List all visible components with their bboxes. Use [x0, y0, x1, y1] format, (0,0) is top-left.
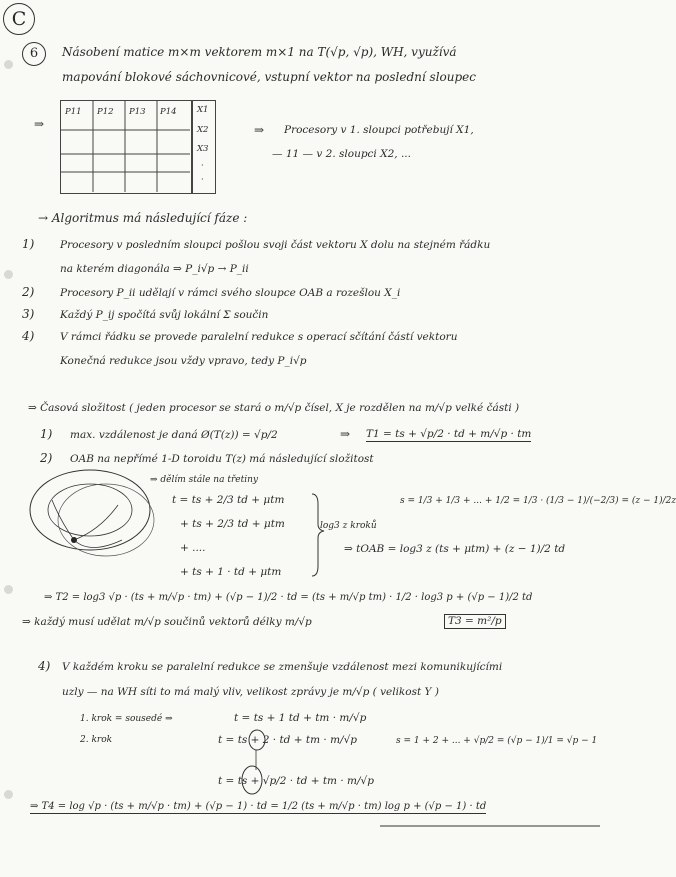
reduction-line-1: V každém kroku se paralelní redukce se zmenšuje vzdálenost mezi komunikujícími [62, 661, 503, 673]
t2-formula: ⇒ T2 = log3 √p · (ts + m/√p · tm) + (√p − 1)/2 · td = (ts + m/√p tm) · 1/2 · log3 p + (√p − 1)/2 td [44, 592, 533, 603]
step-number: 2) [22, 285, 35, 299]
matrix-cell: P11 [65, 107, 82, 117]
page-label: C [3, 3, 35, 35]
t-line: + ts + 1 · td + μtm [180, 566, 282, 578]
vector-entry: X2 [197, 125, 209, 135]
t4-formula: ⇒ T4 = log √p · (ts + m/√p · tm) + (√p − 1) · td = 1/2 (ts + m/√p · tm) log p + (√p − 1) · td [30, 801, 487, 812]
toab-formula: ⇒ tOAB = log3 z (ts + μtm) + (z − 1)/2 td [344, 543, 566, 555]
matrix-desc-2: — 11 — v 2. sloupci X2, ... [272, 148, 411, 160]
item-number: 2) [40, 451, 53, 465]
item1-text: max. vzdálenost je daná Ø(T(z)) = √p/2 [70, 429, 278, 441]
series-sum: s = 1/3 + 1/3 + ... + 1/2 = 1/3 · (1/3 − 1)/(−2/3) = (z − 1)/2z [400, 496, 676, 506]
step-number: 3) [22, 307, 35, 321]
item-number: 1) [40, 427, 53, 441]
step-line: Procesory P_ii udělají v rámci svého sloupce OAB a rozešlou X_i [60, 287, 401, 299]
step-line: na kterém diagonála ⇒ P_i√p → P_ii [60, 263, 249, 275]
item1-arrow: ⇒ [340, 427, 351, 441]
matrix-cell: P12 [97, 107, 114, 117]
series2-sum: s = 1 + 2 + ... + √p/2 = (√p − 1)/1 = √p − 1 [396, 736, 598, 746]
intro-line-2: mapování blokové sáchovnicové, vstupní vektor na poslední sloupec [62, 70, 476, 84]
matrix-cell: P14 [160, 107, 177, 117]
matrix-desc-arrow: ⇒ [254, 123, 265, 137]
step2-formula: t = ts + 2 · td + tm · m/√p [218, 734, 357, 746]
section-number: 6 [22, 42, 46, 66]
vector-entry: X1 [197, 105, 209, 115]
intro-line-1: Násobení matice m×m vektorem m×1 na T(√p, √p), WH, využívá [62, 45, 457, 59]
t1-formula: T1 = ts + √p/2 · td + m/√p · tm [366, 428, 532, 440]
step-number: 1) [22, 237, 35, 251]
step-line: Konečná redukce jsou vždy vpravo, tedy P_i√p [60, 355, 307, 367]
algorithm-heading: → Algoritmus má následující fáze : [38, 211, 248, 225]
item3-text: ⇒ každý musí udělat m/√p součinů vektorů délky m/√p [22, 616, 312, 628]
step-number: 4) [22, 329, 35, 343]
vector-entry: · [201, 161, 204, 171]
matrix-desc-1: Procesory v 1. sloupci potřebují X1, [284, 124, 474, 136]
complexity-heading: ⇒ Časová složitost ( jeden procesor se stará o m/√p čísel, X je rozdělen na m/√p velké části ) [28, 402, 520, 414]
step-line: V rámci řádku se provede paralelní redukce s operací sčítání částí vektoru [60, 331, 458, 343]
tree-note: ⇒ dělím stále na třetiny [150, 475, 258, 485]
t-line: t = ts + 2/3 td + μtm [172, 494, 285, 506]
matrix-cell: P13 [129, 107, 146, 117]
item2-text: OAB na nepřímé 1-D toroidu T(z) má následující složitost [70, 453, 374, 465]
vector-entry: · [201, 175, 204, 185]
t3-formula: T3 = m²/p [444, 614, 506, 629]
step-line: Každý P_ij spočítá svůj lokální Σ součin [60, 309, 269, 321]
t-line: + ts + 2/3 td + μtm [180, 518, 285, 530]
item-number: 4) [38, 659, 51, 673]
step2-label: 2. krok [80, 735, 113, 745]
matrix-arrow: ⇒ [34, 117, 45, 131]
step-last-formula: t = ts + √p/2 · td + tm · m/√p [218, 775, 374, 787]
step-line: Procesory v posledním sloupci pošlou svoji část vektoru X dolu na stejném řádku [60, 239, 491, 251]
step1-formula: t = ts + 1 td + tm · m/√p [234, 712, 367, 724]
t-line: + .... [180, 542, 206, 554]
step1-label: 1. krok = sousedé ⇒ [80, 714, 173, 724]
log-note: log3 z kroků [320, 521, 377, 531]
reduction-line-2: uzly — na WH síti to má malý vliv, velikost zprávy je m/√p ( velikost Y ) [62, 686, 439, 698]
vector-entry: X3 [197, 144, 209, 154]
